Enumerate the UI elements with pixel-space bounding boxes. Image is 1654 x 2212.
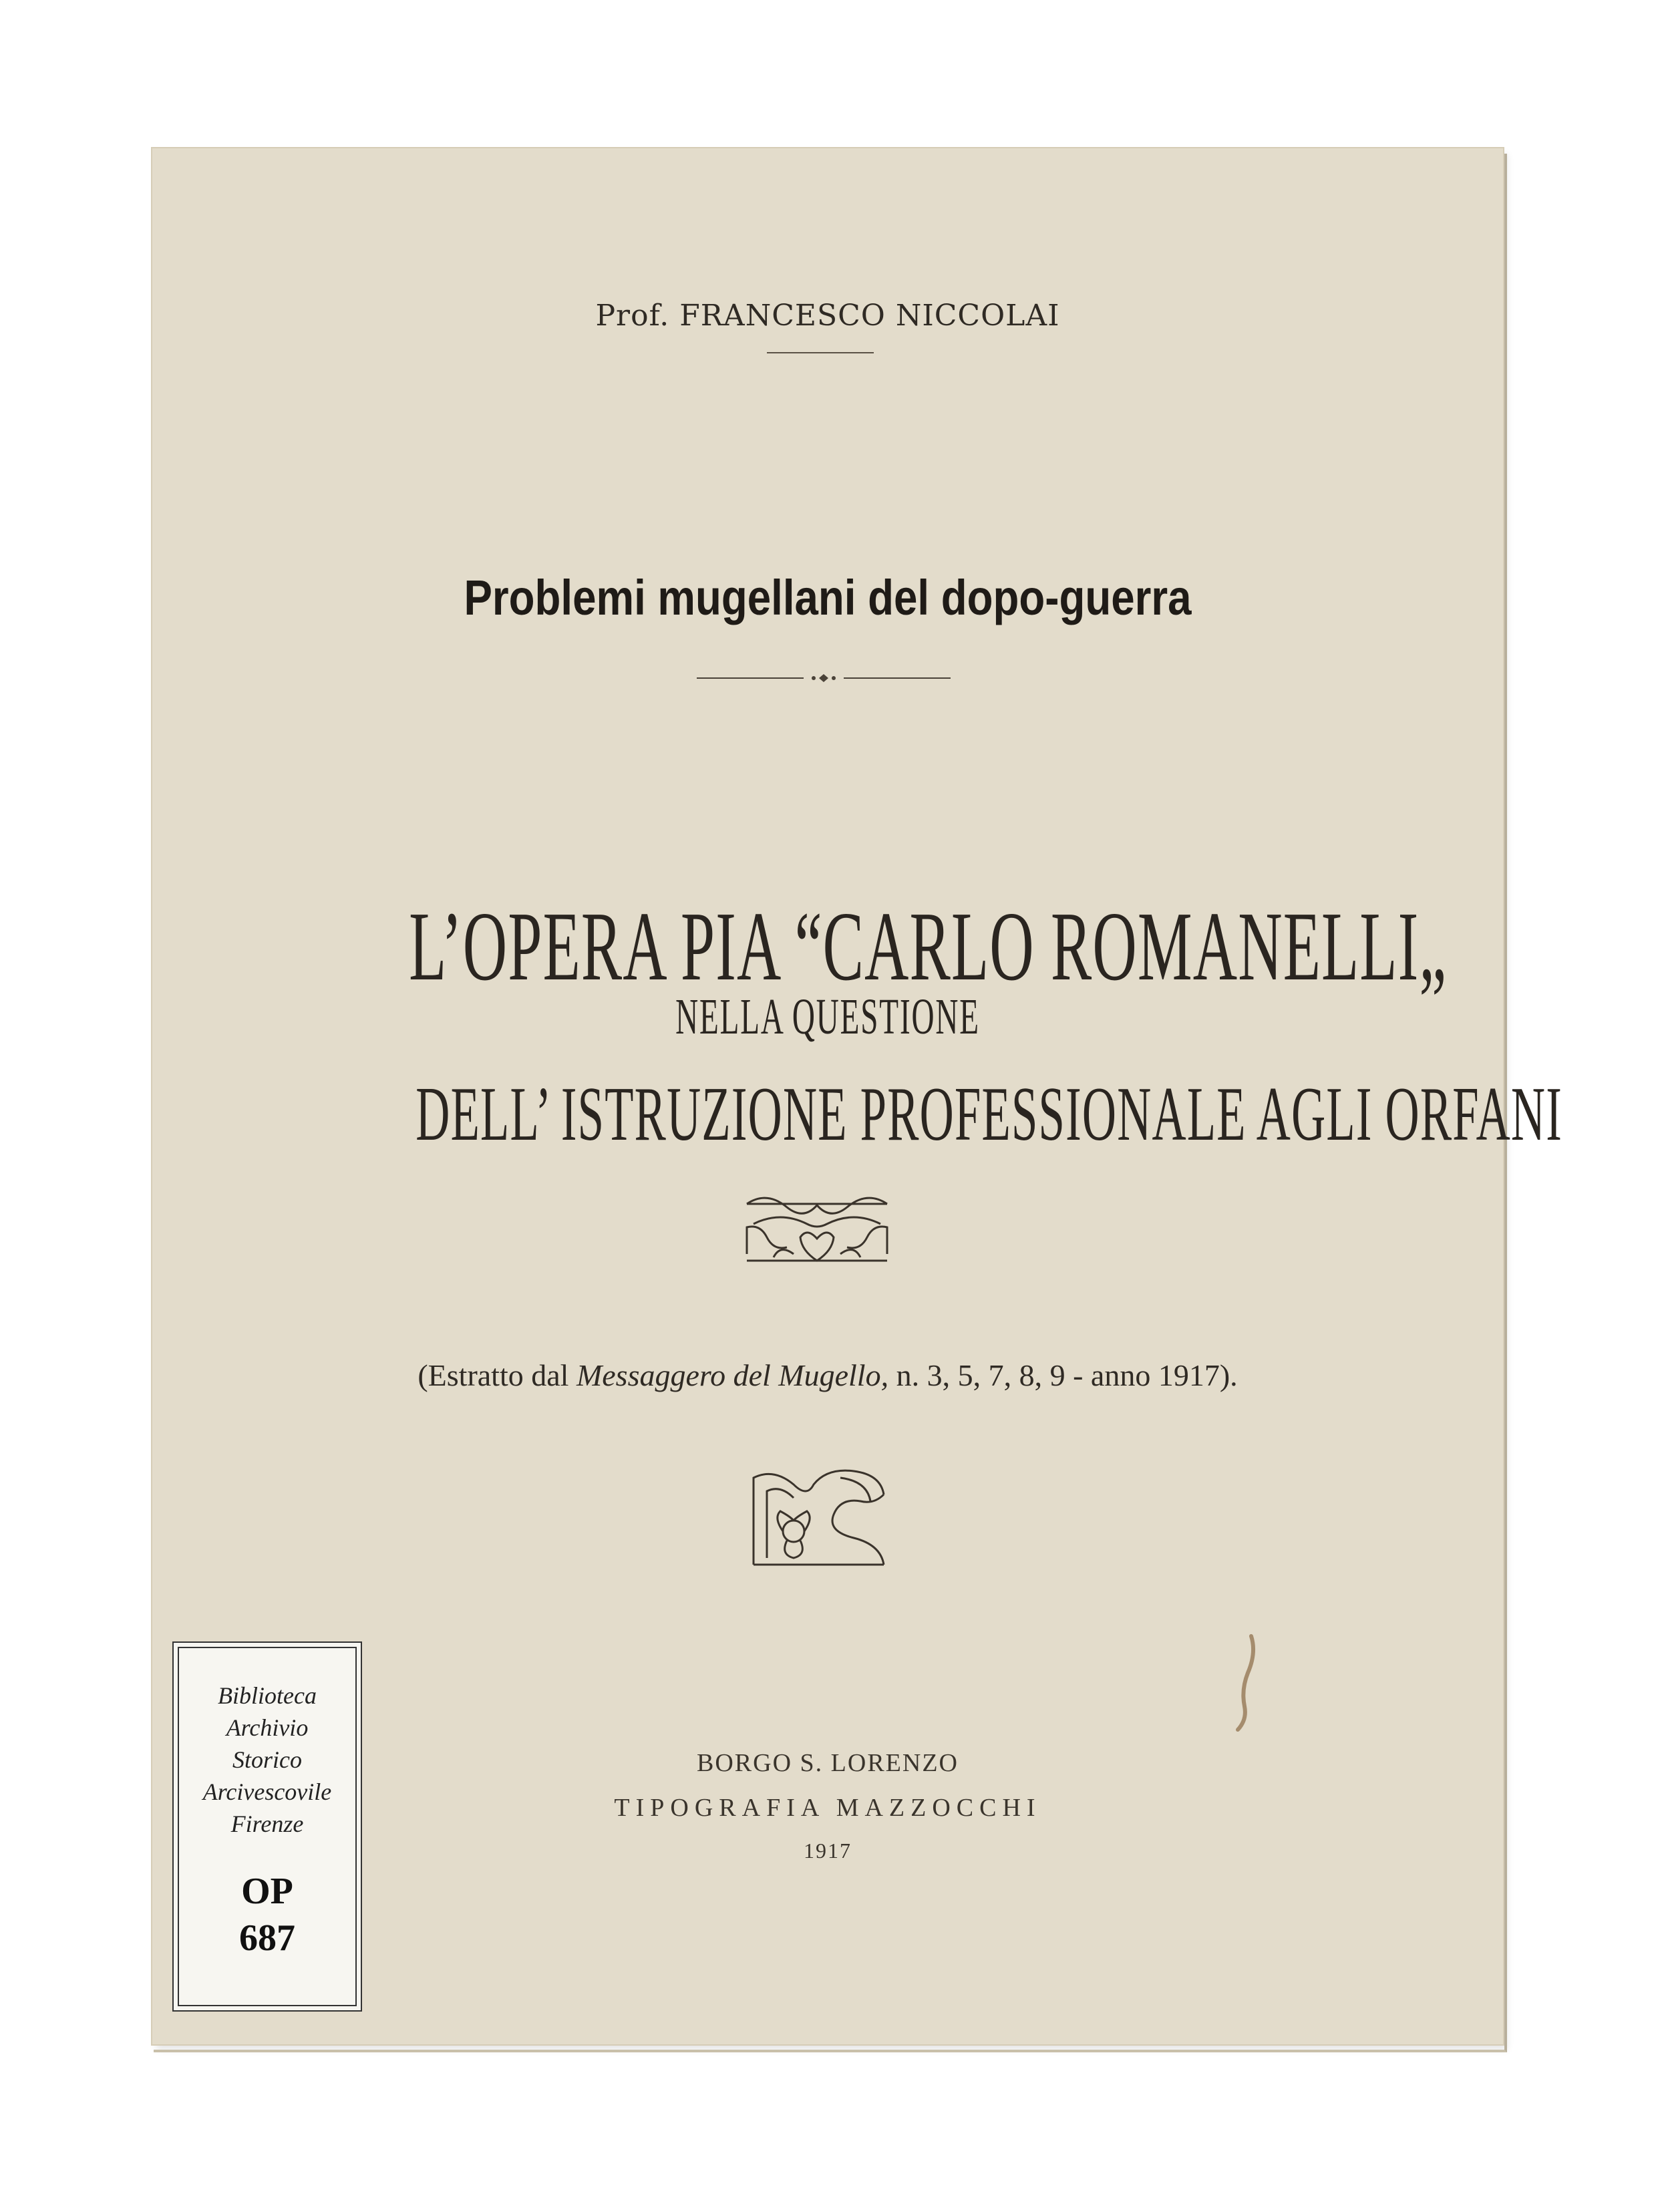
art-nouveau-ornament-top: [740, 1191, 894, 1267]
imprint-year: 1917: [804, 1839, 852, 1863]
short-rule-divider: [767, 352, 874, 353]
subtitle-line-2: DELL’ ISTRUZIONE PROFESSIONALE AGLI ORFANI: [416, 1072, 1563, 1157]
extract-suffix: n. 3, 5, 7, 8, 9 - anno 1917).: [888, 1358, 1238, 1392]
label-shelfmark-number: 687: [239, 1917, 295, 1959]
subtitle-line-1: NELLA QUESTIONE: [675, 989, 980, 1045]
label-line-3: Storico: [232, 1746, 302, 1773]
main-title: L’OPERA PIA “CARLO ROMANELLI„: [409, 892, 1448, 1001]
extract-prefix: (Estratto dal: [418, 1358, 576, 1392]
label-line-5: Firenze: [230, 1810, 304, 1837]
dotted-rule-ornament: [697, 668, 951, 688]
ink-stain-mark: [1231, 1633, 1258, 1733]
label-line-2: Archivio: [226, 1714, 309, 1741]
label-shelfmark-series: OP: [241, 1871, 293, 1912]
author-line: Prof. FRANCESCO NICCOLAI: [595, 299, 1060, 333]
pamphlet-cover: [152, 148, 1563, 2044]
imprint-place: BORGO S. LORENZO: [697, 1749, 959, 1777]
label-line-4: Arcivescovile: [202, 1778, 332, 1805]
series-title: Problemi mugellani del dopo-guerra: [464, 570, 1192, 625]
label-line-1: Biblioteca: [218, 1682, 317, 1709]
extract-note: [152, 1358, 1503, 1393]
art-nouveau-ornament-bottom: [740, 1464, 894, 1571]
imprint-printer: TIPOGRAFIA MAZZOCCHI: [614, 1794, 1041, 1822]
extract-source-title: Messaggero del Mugello,: [576, 1358, 889, 1392]
library-shelf-label: [172, 1641, 362, 2012]
